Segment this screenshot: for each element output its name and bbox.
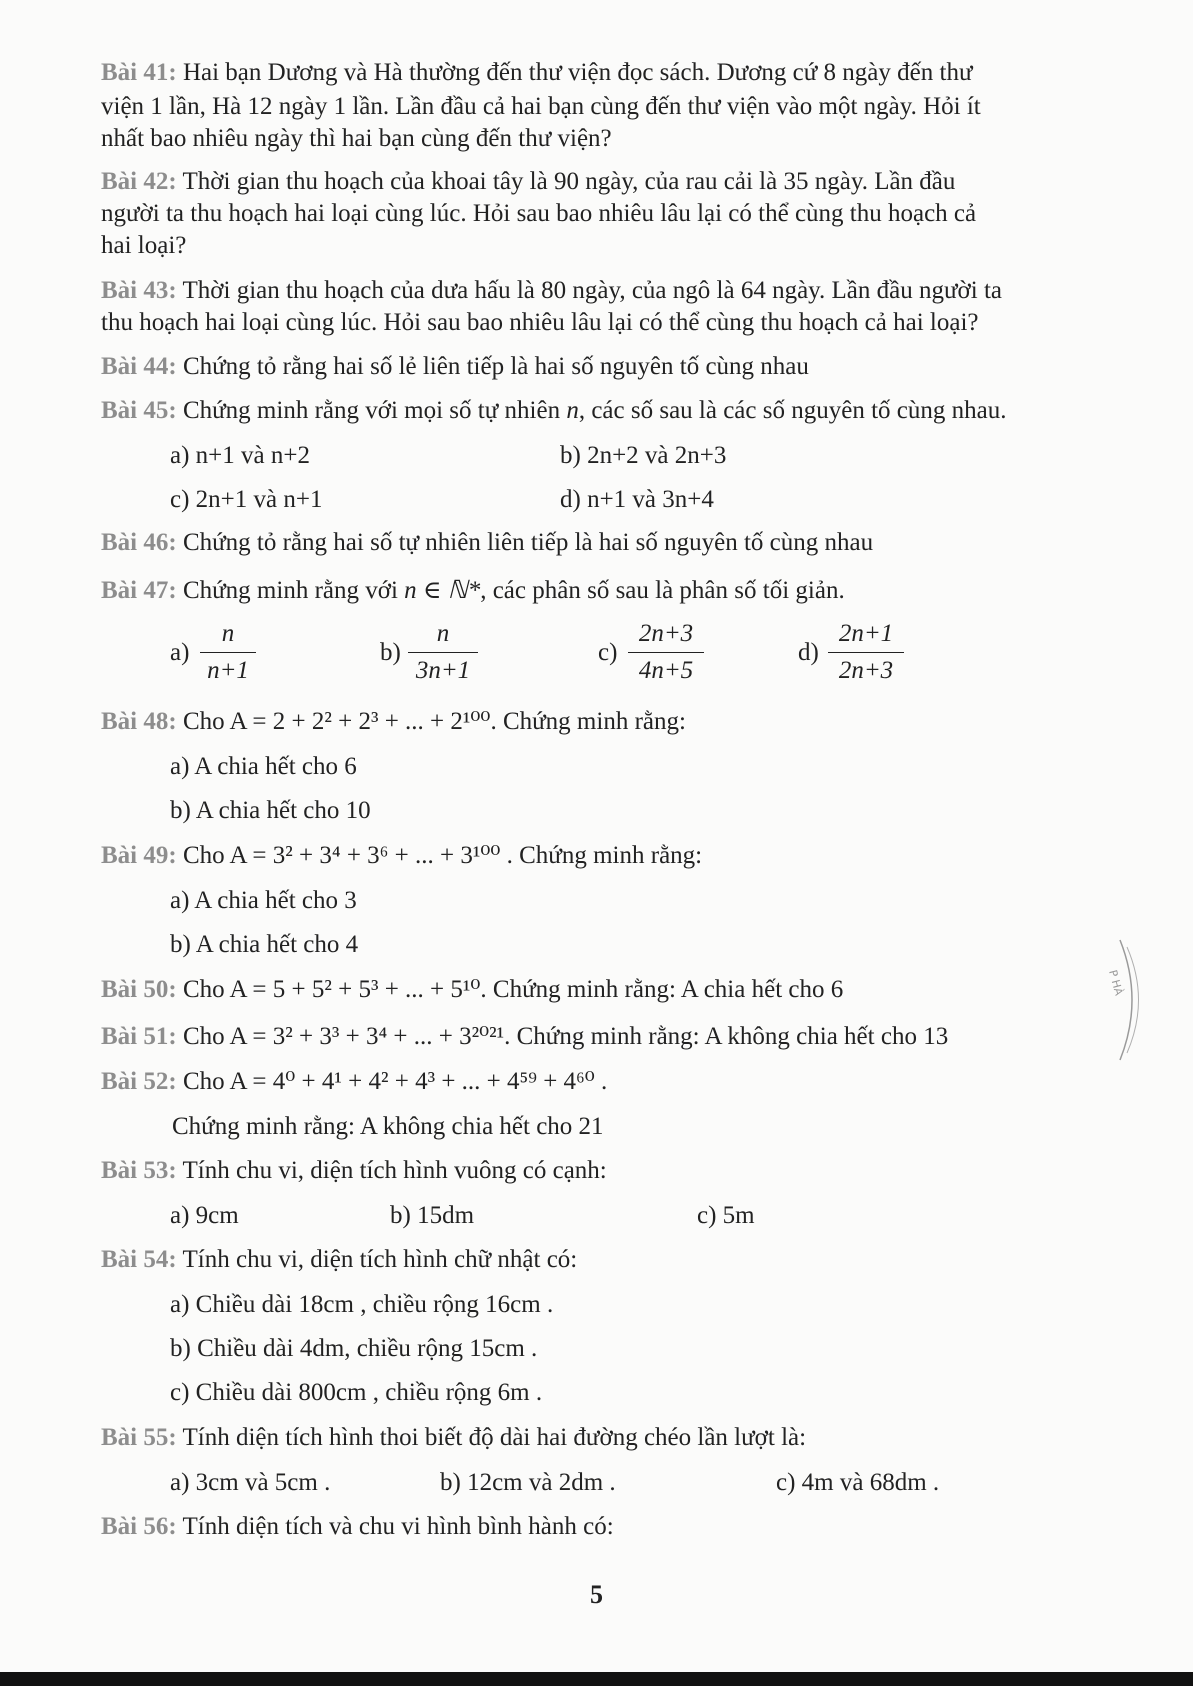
problem-47 <box>101 576 845 606</box>
problem-55 <box>101 1423 806 1453</box>
problem-49 <box>101 841 702 871</box>
math-var: n <box>566 397 579 424</box>
sub-item-a: a) A chia hết cho 6 <box>170 753 357 780</box>
sub-item-b: b) A chia hết cho 10 <box>170 797 371 824</box>
problem-46 <box>101 528 873 558</box>
fraction-b <box>408 620 478 685</box>
problem-text: Cho A = 3² + 3³ + 3⁴ + ... + 3²⁰²¹. Chứng minh rằng: A không chia hết cho 13 <box>182 1023 949 1050</box>
problem-label: Bài 45: <box>101 397 177 424</box>
problem-label: Bài 54: <box>101 1246 177 1273</box>
fraction-numerator: n <box>200 620 256 653</box>
problem-label: Bài 41: <box>101 59 177 86</box>
fraction-label-b: b) <box>380 639 401 666</box>
problem-51 <box>101 1022 948 1052</box>
problem-text: Cho A = 5 + 5² + 5³ + ... + 5¹⁰. Chứng minh rằng: A chia hết cho 6 <box>182 976 844 1003</box>
fraction-numerator: n <box>408 620 478 653</box>
fraction-denominator: 4n+5 <box>638 657 694 684</box>
problem-label: Bài 46: <box>101 529 177 556</box>
problem-label: Bài 42: <box>101 168 177 195</box>
problem-44 <box>101 352 809 382</box>
problem-text: Chứng minh rằng với <box>182 577 405 604</box>
problem-54 <box>101 1245 577 1275</box>
problem-text: Chứng tỏ rằng hai số tự nhiên liên tiếp là hai số nguyên tố cùng nhau <box>182 529 874 556</box>
problem-label: Bài 50: <box>101 976 177 1003</box>
stamp-mark <box>1100 935 1144 1065</box>
problem-label: Bài 48: <box>101 708 177 735</box>
problem-text-line: thu hoạch hai loại cùng lúc. Hỏi sau bao nhiêu lâu lại có thể cùng thu hoạch cả hai loại? <box>101 309 979 336</box>
problem-text: Cho A = 2 + 2² + 2³ + ... + 2¹⁰⁰. Chứng minh rằng: <box>182 708 686 735</box>
fraction-denominator: 2n+3 <box>838 657 894 684</box>
fraction-a <box>200 620 256 685</box>
problem-text-line: nhất bao nhiêu ngày thì hai bạn cùng đến thư viện? <box>101 125 612 152</box>
problem-label: Bài 53: <box>101 1157 177 1184</box>
sub-item-b: b) 12cm và 2dm . <box>440 1469 616 1496</box>
sub-item-c: c) Chiều dài 800cm , chiều rộng 6m . <box>170 1379 543 1406</box>
fraction-d <box>828 620 904 685</box>
fraction-label-c: c) <box>598 639 618 666</box>
problem-text: Cho A = 4⁰ + 4¹ + 4² + 4³ + ... + 4⁵⁹ + 4⁶⁰ . <box>182 1068 608 1095</box>
problem-56 <box>101 1512 614 1542</box>
fraction-label-d: d) <box>798 639 819 666</box>
problem-45 <box>101 396 1006 426</box>
problem-label: Bài 44: <box>101 353 177 380</box>
problem-41 <box>101 58 973 88</box>
problem-text-line: người ta thu hoạch hai loại cùng lúc. Hỏi sau bao nhiêu lâu lại có thể cùng thu hoạch cả <box>101 200 977 227</box>
problem-text: Cho A = 3² + 3⁴ + 3⁶ + ... + 3¹⁰⁰ . Chứng minh rằng: <box>182 842 703 869</box>
sub-item-c: c) 2n+1 và n+1 <box>170 486 323 513</box>
problem-text: Tính diện tích và chu vi hình bình hành có: <box>182 1513 614 1540</box>
scan-border <box>0 1672 1193 1686</box>
problem-text: Thời gian thu hoạch của dưa hấu là 80 ngày, của ngô là 64 ngày. Lần đầu người ta <box>182 277 1003 304</box>
problem-48 <box>101 707 686 737</box>
problem-text: , các phân số sau là phân số tối giản. <box>480 577 845 604</box>
sub-item-b: b) 2n+2 và 2n+3 <box>560 442 727 469</box>
problem-50 <box>101 975 843 1005</box>
problem-text: Thời gian thu hoạch của khoai tây là 90 ngày, của rau cải là 35 ngày. Lần đầu <box>182 168 956 195</box>
problem-43 <box>101 276 1002 306</box>
problem-text-line: Chứng minh rằng: A không chia hết cho 21 <box>172 1113 604 1140</box>
sub-item-a: a) A chia hết cho 3 <box>170 887 357 914</box>
sub-item-a: a) 3cm và 5cm . <box>170 1469 331 1496</box>
sub-item-b: b) Chiều dài 4dm, chiều rộng 15cm . <box>170 1335 538 1362</box>
fraction-label-a: a) <box>170 639 190 666</box>
fraction-denominator: 3n+1 <box>415 657 471 684</box>
problem-text: Chứng tỏ rằng hai số lẻ liên tiếp là hai số nguyên tố cùng nhau <box>182 353 809 380</box>
sub-item-b: b) A chia hết cho 4 <box>170 931 359 958</box>
problem-text: Tính diện tích hình thoi biết độ dài hai đường chéo lần lượt là: <box>182 1424 807 1451</box>
sub-item-c: c) 5m <box>697 1202 755 1229</box>
problem-label: Bài 56: <box>101 1513 177 1540</box>
sub-item-d: d) n+1 và 3n+4 <box>560 486 714 513</box>
sub-item-a: a) 9cm <box>170 1202 239 1229</box>
problem-text: Tính chu vi, diện tích hình vuông có cạnh: <box>182 1157 607 1184</box>
page-number: 5 <box>590 1580 603 1609</box>
problem-text: , các số sau là các số nguyên tố cùng nhau. <box>578 397 1007 424</box>
problem-text: Hai bạn Dương và Hà thường đến thư viện đọc sách. Dương cứ 8 ngày đến thư <box>182 59 973 86</box>
problem-label: Bài 52: <box>101 1068 177 1095</box>
problem-53 <box>101 1156 607 1186</box>
problem-label: Bài 51: <box>101 1023 177 1050</box>
fraction-numerator: 2n+3 <box>628 620 704 653</box>
math-condition: n ∈ ℕ* <box>404 577 481 604</box>
sub-item-b: b) 15dm <box>390 1202 475 1229</box>
sub-item-c: c) 4m và 68dm . <box>776 1469 940 1496</box>
fraction-c <box>628 620 704 685</box>
sub-item-a: a) Chiều dài 18cm , chiều rộng 16cm . <box>170 1291 554 1318</box>
problem-text-line: viện 1 lần, Hà 12 ngày 1 lần. Lần đầu cả hai bạn cùng đến thư viện vào một ngày. Hỏi ít <box>101 93 981 120</box>
problem-label: Bài 43: <box>101 277 177 304</box>
problem-text: Tính chu vi, diện tích hình chữ nhật có: <box>182 1246 578 1273</box>
stamp-text: P HÀ <box>1106 968 1126 997</box>
sub-item-a: a) n+1 và n+2 <box>170 442 310 469</box>
problem-label: Bài 49: <box>101 842 177 869</box>
problem-42 <box>101 167 955 197</box>
problem-label: Bài 55: <box>101 1424 177 1451</box>
problem-text-line: hai loại? <box>101 232 187 259</box>
fraction-denominator: n+1 <box>207 657 249 684</box>
problem-label: Bài 47: <box>101 577 177 604</box>
problem-52 <box>101 1067 607 1097</box>
fraction-numerator: 2n+1 <box>828 620 904 653</box>
problem-text: Chứng minh rằng với mọi số tự nhiên <box>182 397 567 424</box>
